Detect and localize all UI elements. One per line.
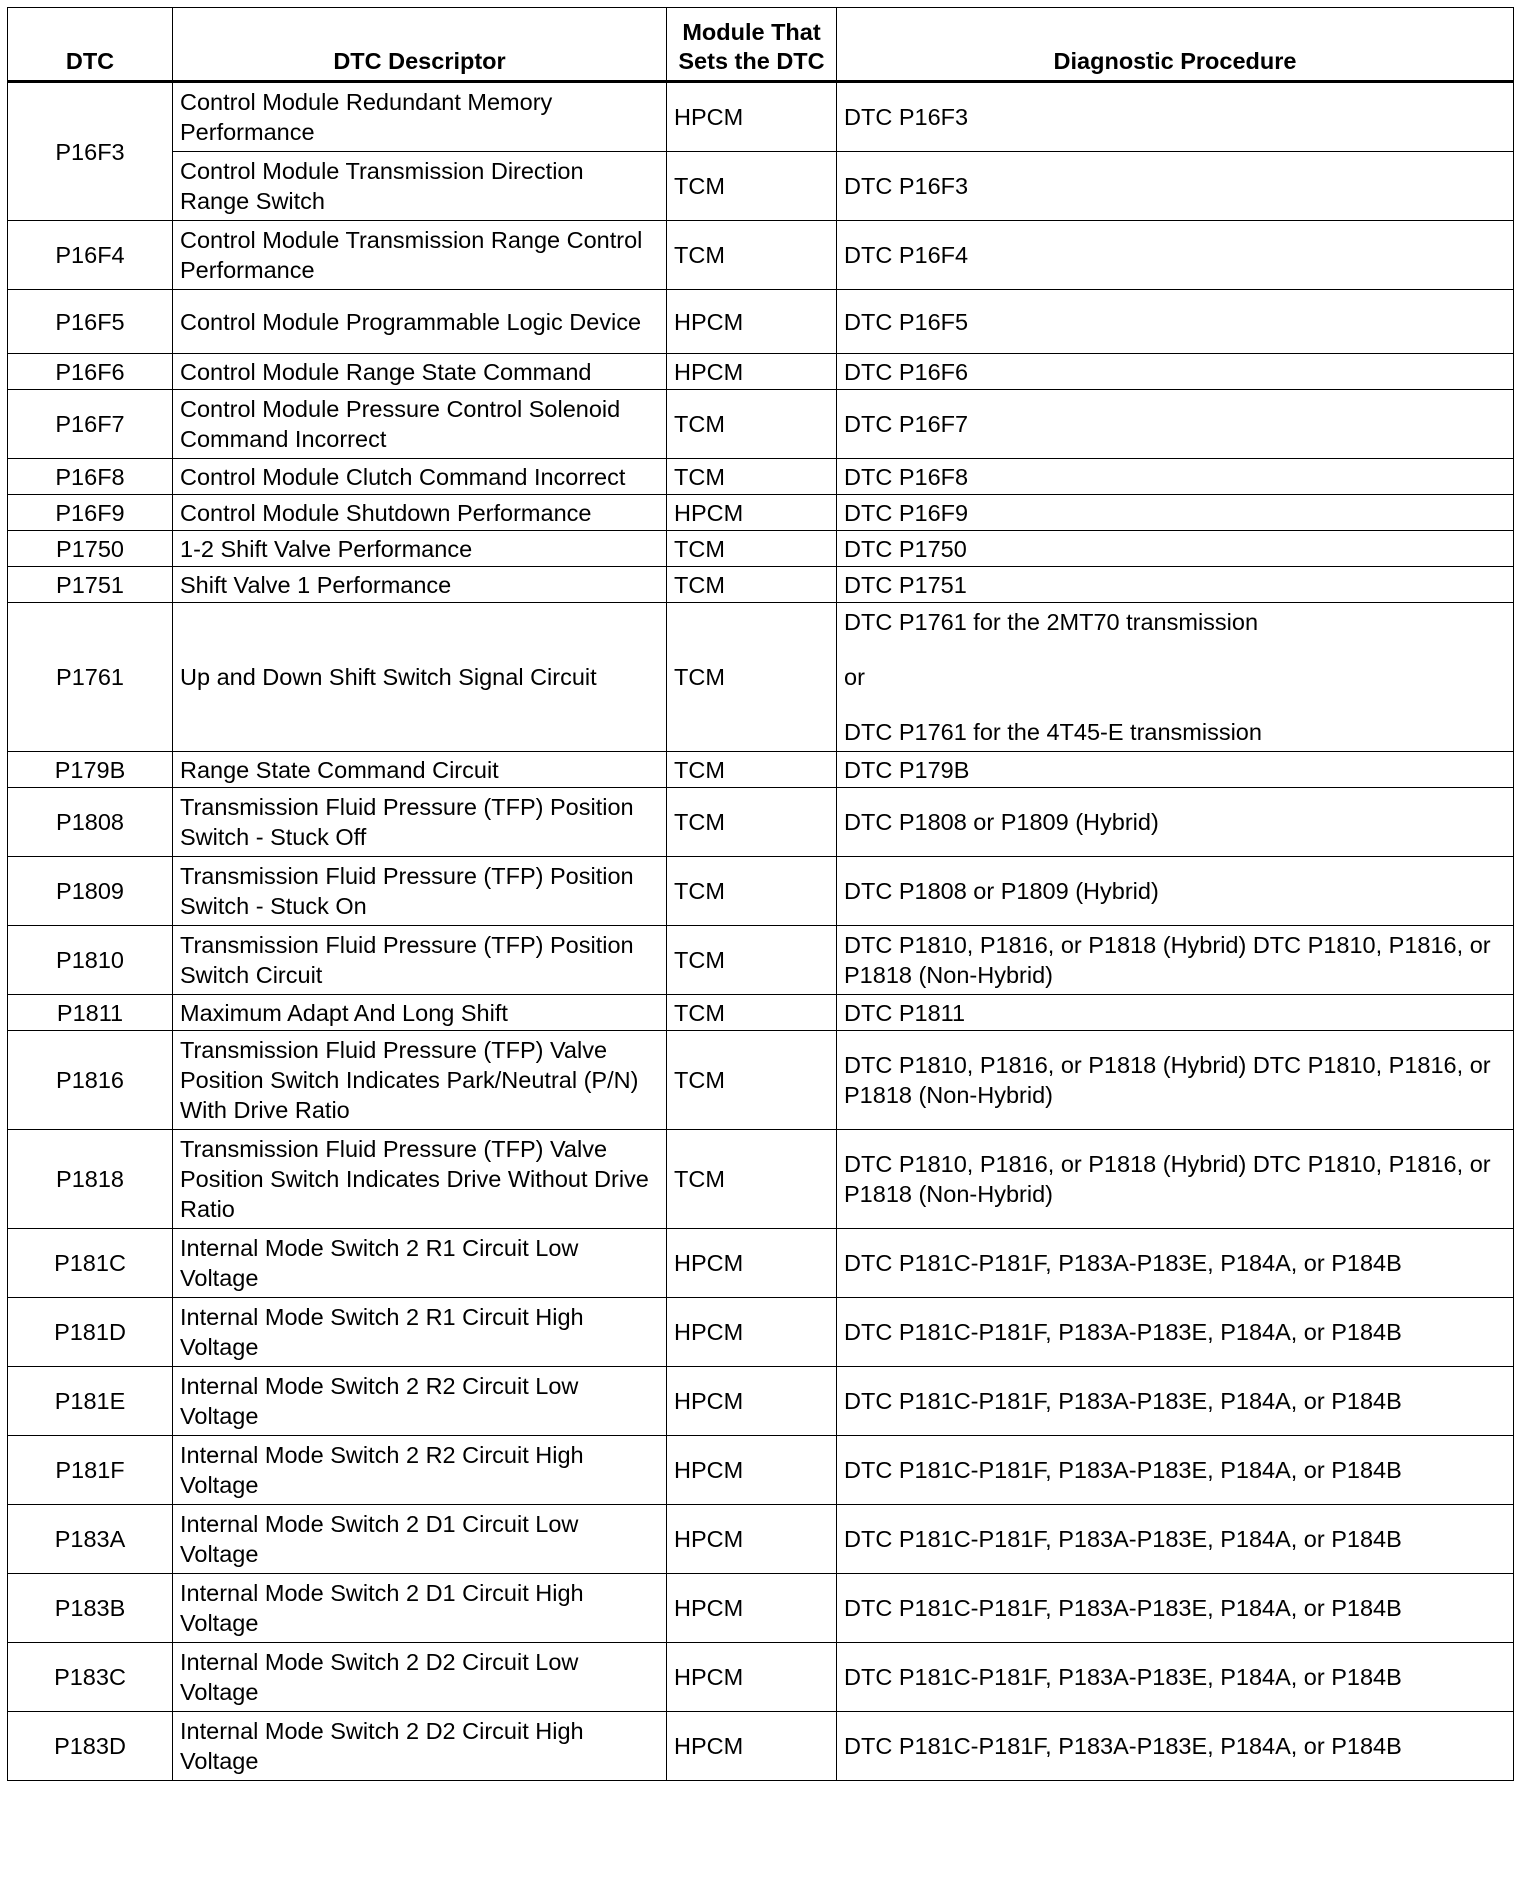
- dtc-descriptor: Control Module Redundant Memory Performance: [173, 82, 667, 152]
- dtc-descriptor: Internal Mode Switch 2 R1 Circuit High Voltage: [173, 1298, 667, 1367]
- dtc-descriptor: Internal Mode Switch 2 R2 Circuit High Voltage: [173, 1436, 667, 1505]
- module: HPCM: [667, 1298, 837, 1367]
- module: HPCM: [667, 1436, 837, 1505]
- dtc-descriptor: Internal Mode Switch 2 D1 Circuit High Voltage: [173, 1574, 667, 1643]
- module: TCM: [667, 995, 837, 1031]
- dtc-descriptor: Control Module Pressure Control Solenoid Command Incorrect: [173, 390, 667, 459]
- dtc-descriptor: Range State Command Circuit: [173, 752, 667, 788]
- diagnostic-procedure: DTC P181C-P181F, P183A-P183E, P184A, or P184B: [837, 1436, 1514, 1505]
- dtc-code: P16F7: [8, 390, 173, 459]
- module: TCM: [667, 390, 837, 459]
- dtc-table: [7, 7, 1514, 1781]
- table-row: [8, 1436, 1514, 1505]
- dtc-code: P181D: [8, 1298, 173, 1367]
- diagnostic-procedure: DTC P16F9: [837, 495, 1514, 531]
- table-row: [8, 390, 1514, 459]
- module: HPCM: [667, 82, 837, 152]
- module: TCM: [667, 459, 837, 495]
- table-row: [8, 1031, 1514, 1130]
- dtc-descriptor: Control Module Shutdown Performance: [173, 495, 667, 531]
- procedure-line-4t45e: DTC P1761 for the 4T45-E transmission: [844, 719, 1262, 745]
- dtc-code: P1818: [8, 1130, 173, 1229]
- dtc-code: P16F8: [8, 459, 173, 495]
- table-row: [8, 995, 1514, 1031]
- table-row: [8, 857, 1514, 926]
- module: TCM: [667, 152, 837, 221]
- module: HPCM: [667, 495, 837, 531]
- module: TCM: [667, 857, 837, 926]
- table-row: [8, 459, 1514, 495]
- module: HPCM: [667, 1229, 837, 1298]
- diagnostic-procedure: [837, 603, 1514, 752]
- diagnostic-procedure: DTC P16F7: [837, 390, 1514, 459]
- dtc-descriptor: Transmission Fluid Pressure (TFP) Position Switch - Stuck Off: [173, 788, 667, 857]
- dtc-descriptor: Internal Mode Switch 2 R1 Circuit Low Voltage: [173, 1229, 667, 1298]
- diagnostic-procedure: DTC P1810, P1816, or P1818 (Hybrid) DTC P1810, P1816, or P1818 (Non-Hybrid): [837, 1031, 1514, 1130]
- diagnostic-procedure: DTC P16F5: [837, 290, 1514, 354]
- table-row: [8, 531, 1514, 567]
- dtc-descriptor: Control Module Transmission Direction Range Switch: [173, 152, 667, 221]
- diagnostic-procedure: DTC P1808 or P1809 (Hybrid): [837, 857, 1514, 926]
- diagnostic-procedure: DTC P1810, P1816, or P1818 (Hybrid) DTC P1810, P1816, or P1818 (Non-Hybrid): [837, 926, 1514, 995]
- table-row: [8, 354, 1514, 390]
- table-row: [8, 603, 1514, 752]
- dtc-code: P16F4: [8, 221, 173, 290]
- module: HPCM: [667, 1367, 837, 1436]
- dtc-descriptor: Internal Mode Switch 2 D2 Circuit High Voltage: [173, 1712, 667, 1781]
- diagnostic-procedure: DTC P181C-P181F, P183A-P183E, P184A, or P184B: [837, 1298, 1514, 1367]
- module: TCM: [667, 752, 837, 788]
- dtc-descriptor: Shift Valve 1 Performance: [173, 567, 667, 603]
- procedure-line-or: or: [844, 664, 865, 690]
- table-row: [8, 495, 1514, 531]
- diagnostic-procedure: DTC P181C-P181F, P183A-P183E, P184A, or P184B: [837, 1574, 1514, 1643]
- dtc-code: P1751: [8, 567, 173, 603]
- dtc-code: P183B: [8, 1574, 173, 1643]
- table-row: [8, 752, 1514, 788]
- module: TCM: [667, 603, 837, 752]
- dtc-descriptor: Control Module Range State Command: [173, 354, 667, 390]
- dtc-code: P181F: [8, 1436, 173, 1505]
- dtc-code: P179B: [8, 752, 173, 788]
- diagnostic-procedure: DTC P1811: [837, 995, 1514, 1031]
- dtc-descriptor: Internal Mode Switch 2 R2 Circuit Low Voltage: [173, 1367, 667, 1436]
- header-module-line1: Module That: [682, 19, 821, 45]
- header-dtc: DTC: [8, 8, 173, 82]
- table-row: [8, 1712, 1514, 1781]
- module: TCM: [667, 926, 837, 995]
- dtc-code: P1750: [8, 531, 173, 567]
- dtc-code: P1816: [8, 1031, 173, 1130]
- diagnostic-procedure: DTC P1750: [837, 531, 1514, 567]
- table-row: [8, 1574, 1514, 1643]
- table-row: [8, 82, 1514, 152]
- dtc-code: P183A: [8, 1505, 173, 1574]
- table-row: [8, 926, 1514, 995]
- table-row: [8, 1505, 1514, 1574]
- module: TCM: [667, 1130, 837, 1229]
- dtc-descriptor: Up and Down Shift Switch Signal Circuit: [173, 603, 667, 752]
- module: TCM: [667, 531, 837, 567]
- dtc-code: P1811: [8, 995, 173, 1031]
- module: TCM: [667, 567, 837, 603]
- dtc-code: P181C: [8, 1229, 173, 1298]
- table-row: [8, 290, 1514, 354]
- dtc-descriptor: 1-2 Shift Valve Performance: [173, 531, 667, 567]
- dtc-code: P181E: [8, 1367, 173, 1436]
- table-row: [8, 1643, 1514, 1712]
- dtc-descriptor: Transmission Fluid Pressure (TFP) Position Switch Circuit: [173, 926, 667, 995]
- dtc-descriptor: Transmission Fluid Pressure (TFP) Valve Position Switch Indicates Park/Neutral (P/N) With Drive Ratio: [173, 1031, 667, 1130]
- module: HPCM: [667, 290, 837, 354]
- header-module: [667, 8, 837, 82]
- dtc-descriptor: Internal Mode Switch 2 D1 Circuit Low Voltage: [173, 1505, 667, 1574]
- module: HPCM: [667, 354, 837, 390]
- diagnostic-procedure: DTC P16F3: [837, 82, 1514, 152]
- dtc-descriptor: Internal Mode Switch 2 D2 Circuit Low Voltage: [173, 1643, 667, 1712]
- table-row: [8, 1130, 1514, 1229]
- dtc-code: P183D: [8, 1712, 173, 1781]
- dtc-code: P16F9: [8, 495, 173, 531]
- dtc-code: P1810: [8, 926, 173, 995]
- dtc-code: P1809: [8, 857, 173, 926]
- table-row: [8, 788, 1514, 857]
- module: HPCM: [667, 1643, 837, 1712]
- dtc-descriptor: Maximum Adapt And Long Shift: [173, 995, 667, 1031]
- dtc-descriptor: Control Module Clutch Command Incorrect: [173, 459, 667, 495]
- diagnostic-procedure: DTC P181C-P181F, P183A-P183E, P184A, or P184B: [837, 1712, 1514, 1781]
- table-header-row: [8, 8, 1514, 82]
- diagnostic-procedure: DTC P181C-P181F, P183A-P183E, P184A, or P184B: [837, 1229, 1514, 1298]
- dtc-code: P16F3: [8, 82, 173, 221]
- table-row: [8, 221, 1514, 290]
- dtc-descriptor: Transmission Fluid Pressure (TFP) Valve Position Switch Indicates Drive Without Drive Ratio: [173, 1130, 667, 1229]
- diagnostic-procedure: DTC P179B: [837, 752, 1514, 788]
- diagnostic-procedure: DTC P1808 or P1809 (Hybrid): [837, 788, 1514, 857]
- module: HPCM: [667, 1712, 837, 1781]
- diagnostic-procedure: DTC P16F4: [837, 221, 1514, 290]
- table-row: [8, 1229, 1514, 1298]
- table-row: [8, 567, 1514, 603]
- diagnostic-procedure: DTC P181C-P181F, P183A-P183E, P184A, or P184B: [837, 1505, 1514, 1574]
- dtc-descriptor: Control Module Transmission Range Control Performance: [173, 221, 667, 290]
- table-row: [8, 1298, 1514, 1367]
- diagnostic-procedure: DTC P16F8: [837, 459, 1514, 495]
- header-module-line2: Sets the DTC: [678, 48, 825, 74]
- table-row: [8, 1367, 1514, 1436]
- diagnostic-procedure: DTC P181C-P181F, P183A-P183E, P184A, or P184B: [837, 1367, 1514, 1436]
- dtc-code: P183C: [8, 1643, 173, 1712]
- header-descriptor: DTC Descriptor: [173, 8, 667, 82]
- dtc-code: P16F5: [8, 290, 173, 354]
- diagnostic-procedure: DTC P1751: [837, 567, 1514, 603]
- diagnostic-procedure: DTC P16F6: [837, 354, 1514, 390]
- dtc-descriptor: Control Module Programmable Logic Device: [173, 290, 667, 354]
- dtc-descriptor: Transmission Fluid Pressure (TFP) Position Switch - Stuck On: [173, 857, 667, 926]
- module: TCM: [667, 788, 837, 857]
- diagnostic-procedure: DTC P16F3: [837, 152, 1514, 221]
- diagnostic-procedure: DTC P1810, P1816, or P1818 (Hybrid) DTC P1810, P1816, or P1818 (Non-Hybrid): [837, 1130, 1514, 1229]
- diagnostic-procedure: DTC P181C-P181F, P183A-P183E, P184A, or P184B: [837, 1643, 1514, 1712]
- module: TCM: [667, 221, 837, 290]
- procedure-line-2mt70: DTC P1761 for the 2MT70 transmission: [844, 609, 1259, 635]
- dtc-code: P16F6: [8, 354, 173, 390]
- table-row: [8, 152, 1514, 221]
- module: TCM: [667, 1031, 837, 1130]
- header-procedure: Diagnostic Procedure: [837, 8, 1514, 82]
- dtc-code: P1761: [8, 603, 173, 752]
- module: HPCM: [667, 1574, 837, 1643]
- module: HPCM: [667, 1505, 837, 1574]
- dtc-code: P1808: [8, 788, 173, 857]
